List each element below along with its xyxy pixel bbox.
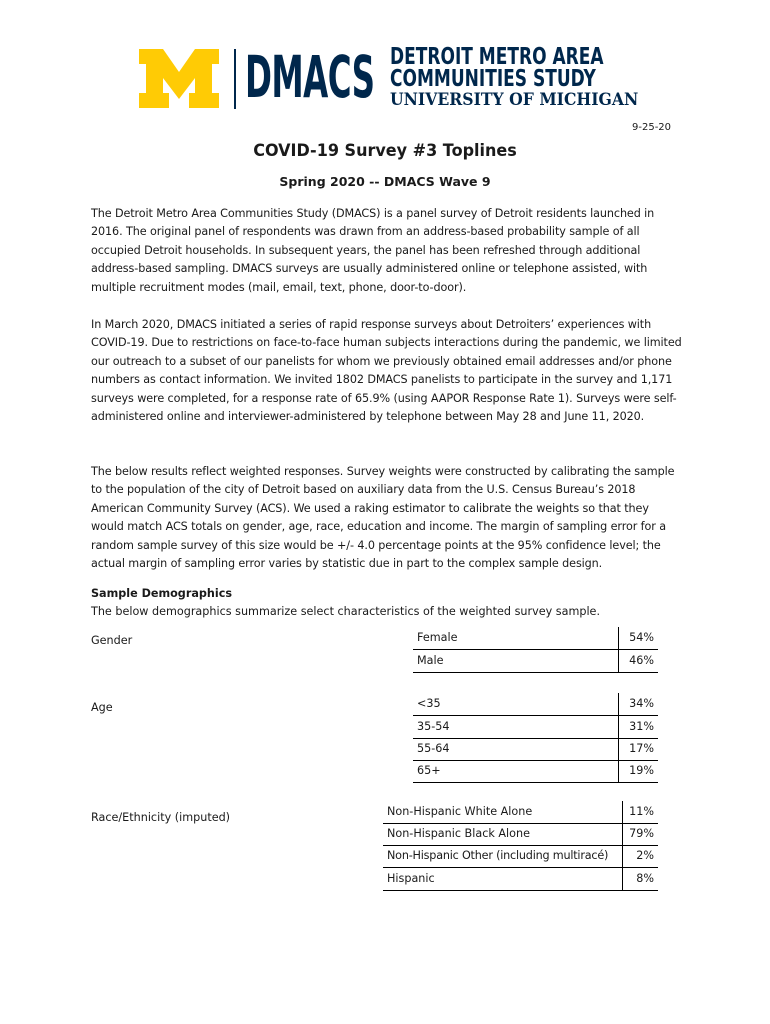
logo-line-3: UNIVERSITY OF MICHIGAN [390,90,639,110]
column-divider [618,650,619,672]
table-row [383,801,658,824]
row-category: 55-64 [417,742,450,755]
row-value: 11% [629,805,654,818]
column-divider [618,627,619,649]
column-divider [622,801,623,823]
demographics-description: The below demographics summarize select characteristics of the weighted survey sample. [91,605,600,618]
gender-label: Gender [91,634,133,647]
methods-paragraph: In March 2020, DMACS initiated a series of rapid response surveys about Detroiters’ experiences with COVID-19. Due to restrictions on face-to-face human subjects interactions during the pandemic, we limited our outreach to a subset of our panelists for whom we previously obtained email addresses and/or phone numbers as contact information. We invited 1802 DMACS panelists to participate in the survey and 1,171 surveys were completed, for a response rate of 65.9% (using AAPOR Response Rate 1). Surveys were self-administered online and interviewer-administered by telephone between May 28 and June 11, 2020. [91,318,682,424]
row-category: Non-Hispanic Black Alone [387,827,530,840]
column-divider [622,868,623,890]
logo-divider [234,49,236,109]
row-value: 46% [629,654,654,667]
row-value: 34% [629,697,654,710]
table-row [413,627,658,650]
table-row [413,760,658,783]
column-divider [622,823,623,845]
row-category: Female [417,631,458,644]
column-divider [618,760,619,782]
intro-paragraph: The Detroit Metro Area Communities Study (DMACS) is a panel survey of Detroit residents launched in 2016. The original panel of respondents was drawn from an address-based probability sample of all occupied Detroit households. In subsequent years, the panel has been refreshed through additional address-based sampling. DMACS surveys are usually administered online or telephone assisted, with multiple recruitment modes (mail, email, text, phone, door-to-door). [91,207,655,294]
row-category: <35 [417,697,441,710]
document-date: 9-25-20 [632,122,672,133]
dmacs-full-name [390,46,679,110]
row-category: Male [417,654,444,667]
logo-line-2: COMMUNITIES STUDY [390,66,596,92]
table-row [413,693,658,716]
dmacs-logo-header [137,44,657,114]
table-row [383,868,658,891]
row-value: 8% [636,872,654,885]
column-divider [622,845,623,867]
row-category: Non-Hispanic White Alone [387,805,533,818]
row-value: 54% [629,631,654,644]
row-value: 19% [629,764,654,777]
race-ethnicity-label: Race/Ethnicity (imputed) [91,811,231,824]
demographics-heading: Sample Demographics [91,587,232,600]
column-divider [618,716,619,738]
column-divider [618,738,619,760]
table-row [413,738,658,761]
row-value: 31% [629,720,654,733]
column-divider [618,693,619,715]
table-row [383,845,658,868]
row-category: 35-54 [417,720,450,733]
row-value: 2% [636,849,654,862]
dmacs-wordmark: DMACS [245,43,375,111]
age-label: Age [91,701,113,714]
row-value: 17% [629,742,654,755]
logo-line-1: DETROIT METRO AREA [390,44,604,70]
document-subtitle: Spring 2020 -- DMACS Wave 9 [279,174,491,189]
weighting-paragraph: The below results reflect weighted responses. Survey weights were constructed by calibrating the sample to the population of the city of Detroit based on auxiliary data from the U.S. Census Bureau’s 2018 American Community Survey (ACS). We used a raking estimator to calibrate the weights so that they would match ACS totals on gender, age, race, education and income. The margin of sampling error for a random sample survey of this size would be +/- 4.0 percentage points at the 95% confidence level; the actual margin of sampling error varies by statistic due in part to the complex sample design. [91,465,675,571]
table-row [383,823,658,846]
row-value: 79% [629,827,654,840]
table-row [413,650,658,673]
row-category: Hispanic [387,872,435,885]
row-category: 65+ [417,764,441,777]
table-row [413,716,658,739]
university-block-m-logo [137,47,221,110]
row-category: Non-Hispanic Other (including multiracé) [387,849,609,862]
document-title: COVID-19 Survey #3 Toplines [253,141,517,160]
